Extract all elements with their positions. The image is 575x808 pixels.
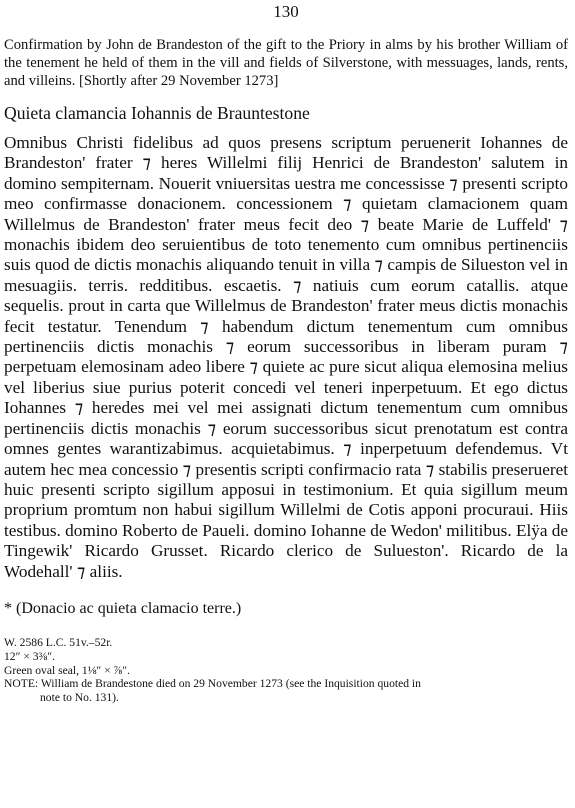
editorial-notes xyxy=(4,636,568,705)
charter-summary: Confirmation by John de Brandeston of the gift to the Priory in alms by his brother William of the tenement he held of them in the vill and fields of Silverstone, with messuages, lands, rents, and villeins. [Shortly after 29 November 1273] xyxy=(4,37,568,89)
reference-line: W. 2586 L.C. 51v.–52r. xyxy=(4,635,113,649)
charter-text: Omnibus Christi fidelibus ad quos presens scriptum peruenerit Iohannes de Brandeston' frater ⁊ heres Willelmi filij Henrici de Brandeston' salutem in domino sempiternam. Nouerit vniuersitas uestra me concessisse ⁊ presenti scripto meo confirmasse donacionem. concessionem ⁊ quietam clamacionem quam Willelmus de Brandeston' frater meus fecit deo ⁊ beate Marie de Luffeld' ⁊ monachis ibidem deo seruientibus de toto tenemento cum omnibus pertinenciis suis quod de dictis monachis aliquando tenuit in villa ⁊ campis de Silueston vel in mesuagiis. terris. redditibus. escaetis. ⁊ natiuis cum eorum catallis. atque sequelis. prout in carta que Willelmus de Brandeston' frater meus dictis monachis fecit testatur. Tenendum ⁊ habendum dictum tenementum cum omnibus pertinenciis dictis monachis ⁊ eorum successoribus in liberam puram ⁊ perpetuam elemosinam adeo libere ⁊ quiete ac pure sicut aliqua elemosina melius vel liberius siue purius poterit concedi vel teneri inperpetuum. Et ego dictus Iohannes ⁊ heredes mei vel mei assignati dictum tenementum cum omnibus pertinenciis dictis monachis ⁊ eorum successoribus sicut prenotatum est contra omnes gentes warantizabimus. acquietabimus. ⁊ inperpetuum defendemus. Vt autem hec mea concessio ⁊ presentis scripti confirmacio rata ⁊ stabilis preserueret huic presenti scripto sigillum apposui in testimonium. Et quia sigillum meum proprium promtum non habui sigillum Willelmi de Cotis apponi procuraui. Hiis testibus. domino Roberto de Paueli. domino Iohanne de Wedon' militibus. Elÿa de Tingewik' Ricardo Grusset. Ricardo clerico de Sulueston'. Ricardo de la Wodehall' ⁊ aliis. xyxy=(4,133,568,581)
note-text: William de Brandestone died on 29 November 1273 (see the Inquisition quoted in xyxy=(38,677,421,691)
charter-heading: Quieta clamancia Iohannis de Brauntestone xyxy=(4,103,310,123)
page-number: 130 xyxy=(273,2,299,21)
size-line: 12″ × 3⅜″. xyxy=(4,649,55,663)
note-line xyxy=(4,677,568,691)
endorsement: * (Donacio ac quieta clamacio terre.) xyxy=(4,599,242,617)
seal-line: Green oval seal, 1⅛″ × ⅞″. xyxy=(4,663,130,677)
document-page xyxy=(4,0,568,705)
note-label: NOTE: xyxy=(4,677,39,691)
note-line-continued: note to No. 131). xyxy=(40,691,119,705)
